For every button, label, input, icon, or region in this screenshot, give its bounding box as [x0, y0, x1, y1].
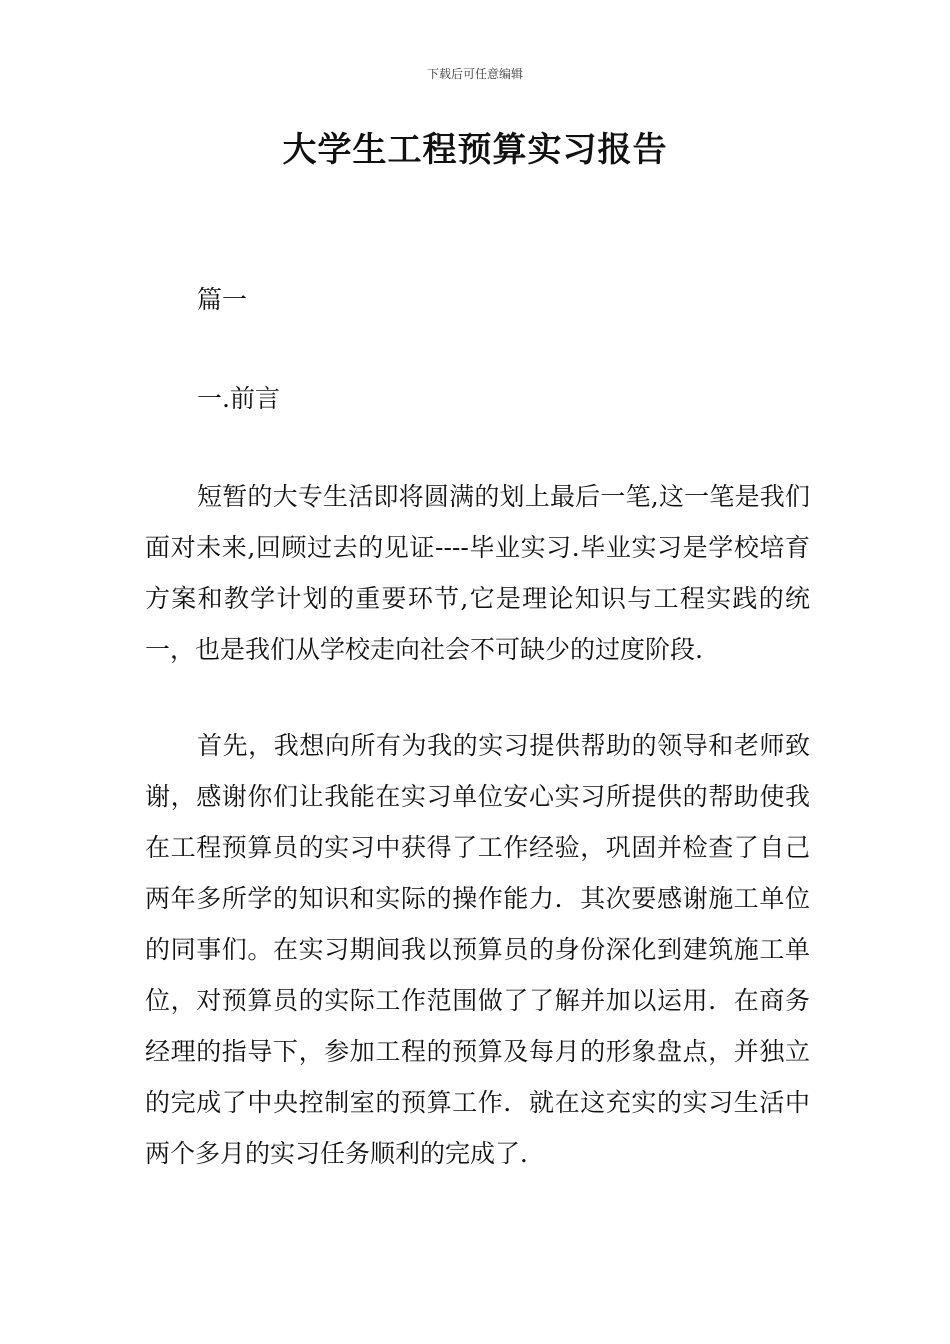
paragraph-2: 首先，我想向所有为我的实习提供帮助的领导和老师致谢，感谢你们让我能在实习单位安心实习所提供的帮助使我在工程预算员的实习中获得了工作经验，巩固并检查了自己两年多所学的知识和实际的操作能力．其次要感谢施工单位的同事们。在实习期间我以预算员的身份深化到建筑施工单位，对预算员的实际工作范围做了了解并加以运用．在商务经理的指导下，参加工程的预算及每月的形象盘点，并独立的完成了中央控制室的预算工作．就在这充实的实习生活中两个多月的实习任务顺利的完成了．	[145, 731, 810, 1168]
header-note: 下载后可任意编辑	[426, 67, 523, 81]
paragraph-1: 短暂的大专生活即将圆满的划上最后一笔,这一笔是我们面对未来,回顾过去的见证----毕业实习.毕业实习是学校培育方案和教学计划的重要环节,它是理论知识与工程实践的统一，也是我们从学校走向社会不可缺少的过度阶段.	[145, 482, 810, 664]
section-label: 篇一	[197, 285, 248, 314]
preface-heading: 一.前言	[197, 384, 280, 413]
document-title: 大学生工程预算实习报告	[282, 130, 668, 170]
